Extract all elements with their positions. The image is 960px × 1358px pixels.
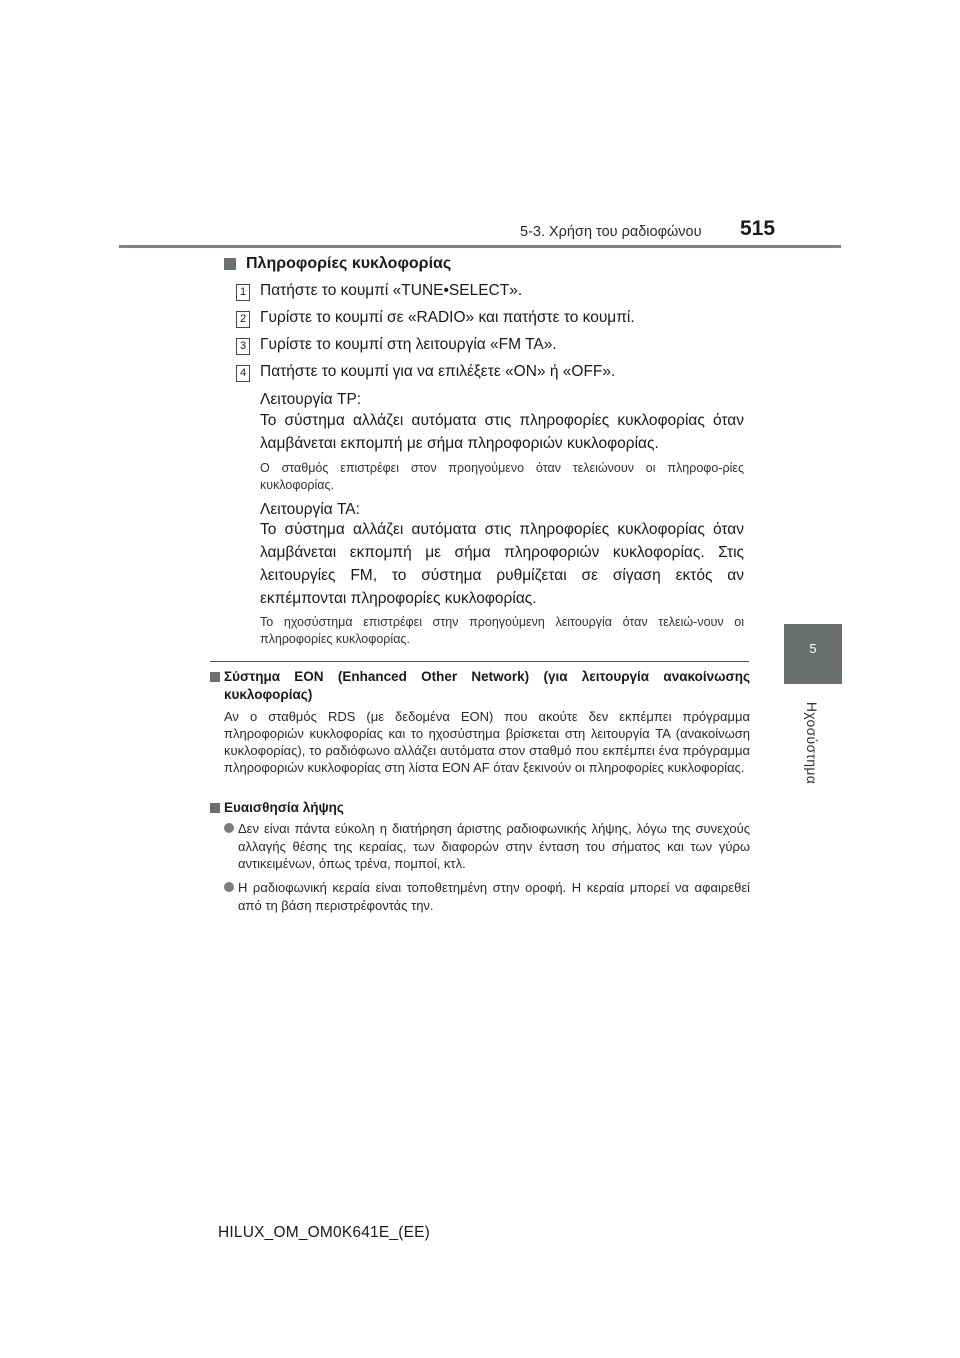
ta-mode-note: Το ηχοσύστημα επιστρέφει στην προηγούμενη λειτουργία όταν τελειώ-νουν οι πληροφορίες κυκλοφορίας.: [260, 615, 744, 646]
bullet-dot-icon: [224, 882, 234, 892]
document-code: HILUX_OM_OM0K641E_(EE): [218, 1224, 431, 1241]
eon-heading-text: Σύστημα EON (Enhanced Other Network) (για λειτουργία ανακοίνωσης κυκλοφορίας): [224, 669, 750, 702]
step-number: 3: [236, 338, 250, 355]
sensitivity-heading: [210, 799, 750, 817]
step-text: Γυρίστε το κουμπί στη λειτουργία «FM TA».: [260, 336, 557, 353]
step-text: Πατήστε το κουμπί για να επιλέξετε «ON» ή «OFF».: [260, 363, 616, 380]
sensitivity-heading-text: Ευαισθησία λήψης: [224, 800, 344, 815]
heading-square-icon: [224, 258, 236, 270]
section-divider: [210, 661, 749, 662]
step-number: 2: [236, 311, 250, 328]
step-number: 4: [236, 365, 250, 382]
tp-mode-title: Λειτουργία TP:: [260, 391, 362, 408]
step-text: Γυρίστε το κουμπί σε «RADIO» και πατήστε το κουμπί.: [260, 309, 635, 326]
heading-square-icon: [210, 803, 220, 813]
sensitivity-bullet-1: [224, 820, 750, 873]
section-title: 5-3. Χρήση του ραδιοφώνου: [520, 224, 702, 240]
eon-text: Αν ο σταθμός RDS (με δεδομένα EON) που ακούτε δεν εκπέμπει πρόγραμμα πληροφοριών κυκλοφορίας και το ηχοσύστημα βρίσκεται στη λειτουργία TA (ανακοίνωση κυκλοφορίας), το ραδιόφωνο αλλάζει αυτόματα στον σταθμό που εκπέμπει ένα πρόγραμμα πληροφοριών κυκλοφορίας στη λίστα EON AF όταν ξεκινούν οι πληροφορίες κυκλοφορίας.: [224, 709, 750, 775]
page-number: 515: [740, 217, 776, 240]
bullet-dot-icon: [224, 823, 234, 833]
header-rule: [119, 245, 841, 248]
eon-heading: [210, 668, 750, 704]
step-number: 1: [236, 284, 250, 301]
tp-mode-text: Το σύστημα αλλάζει αυτόματα στις πληροφορίες κυκλοφορίας όταν λαμβάνεται εκπομπή με σήμα πληροφοριών κυκλοφορίας.: [260, 412, 744, 452]
tp-mode-note: Ο σταθμός επιστρέφει στον προηγούμενο όταν τελειώνουν οι πληροφο-ρίες κυκλοφορίας.: [260, 461, 744, 492]
bullet-text: Η ραδιοφωνική κεραία είναι τοποθετημένη στην οροφή. Η κεραία μπορεί να αφαιρεθεί από τη βάση περιστρέφοντάς την.: [238, 880, 750, 913]
chapter-number: 5: [809, 641, 817, 656]
ta-mode-text: Το σύστημα αλλάζει αυτόματα στις πληροφορίες κυκλοφορίας όταν λαμβάνεται εκπομπή με σήμα πληροφοριών κυκλοφορίας. Στις λειτουργίες FM, το σύστημα ρυθμίζεται σε σίγαση εκτός αν εκπέμπονται πληροφορίες κυκλοφορίας.: [260, 521, 744, 607]
bullet-text: Δεν είναι πάντα εύκολη η διατήρηση άριστης ραδιοφωνικής λήψης, λόγω της συνεχούς αλλαγής θέσης της κεραίας, των διαφορών στην ένταση του σήματος και των γύρω αντικειμένων, όπως τρένα, πομποί, κτλ.: [238, 821, 750, 871]
traffic-info-heading-text: Πληροφορίες κυκλοφορίας: [246, 255, 452, 272]
sensitivity-bullet-2: [224, 879, 750, 914]
ta-mode-title: Λειτουργία TA:: [260, 501, 360, 518]
chapter-label: Ηχοσύστημα: [804, 701, 820, 785]
heading-square-icon: [210, 672, 220, 682]
step-text: Πατήστε το κουμπί «TUNE•SELECT».: [260, 282, 523, 299]
